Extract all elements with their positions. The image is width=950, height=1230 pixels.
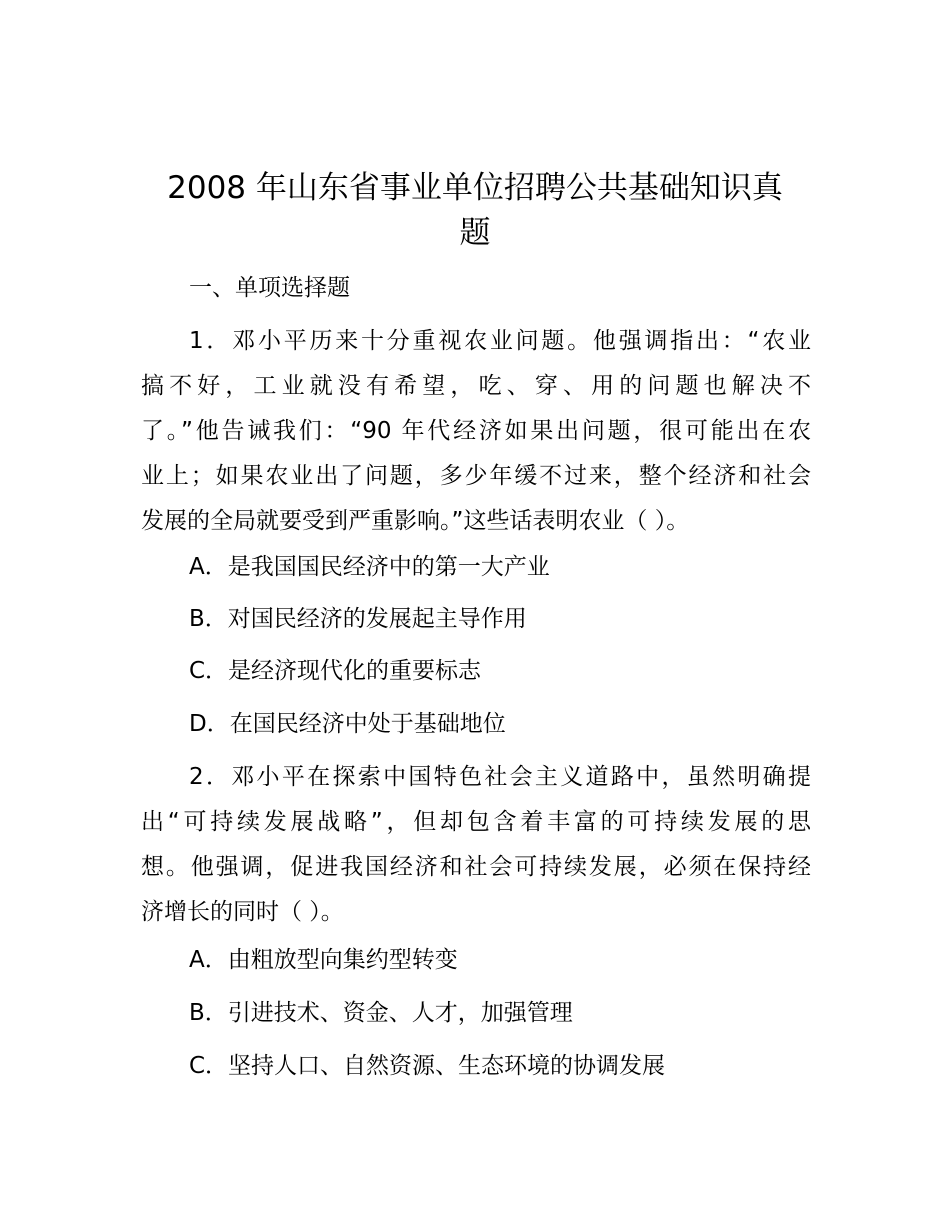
question-text-line: 了。”他告诫我们：“90 年代经济如果出问题，很可能出在农	[141, 418, 811, 444]
option-d: D．在国民经济中处于基础地位	[189, 711, 506, 737]
question-text-line: 2．邓小平在探索中国特色社会主义道路中，虽然明确提	[189, 764, 811, 790]
question-text-line: 济增长的同时（ ）。	[141, 899, 344, 925]
question-text-line: 发展的全局就要受到严重影响。”这些话表明农业（ ）。	[141, 508, 690, 534]
option-a: A．由粗放型向集约型转变	[189, 947, 458, 973]
question-text-line: 搞不好，工业就没有希望，吃、穿、用的问题也解决不	[141, 373, 811, 399]
question-text-line: 出“可持续发展战略”，但却包含着丰富的可持续发展的思	[141, 809, 811, 835]
question-text-line: 想。他强调，促进我国经济和社会可持续发展，必须在保持经	[141, 854, 811, 880]
option-c: C．是经济现代化的重要标志	[189, 658, 482, 684]
question-text-line: 1．邓小平历来十分重视农业问题。他强调指出：“农业	[189, 328, 811, 354]
title-line: 题	[459, 215, 491, 251]
option-a: A．是我国国民经济中的第一大产业	[189, 554, 550, 580]
option-c: C．坚持人口、自然资源、生态环境的协调发展	[189, 1053, 666, 1079]
title-line: 2008 年山东省事业单位招聘公共基础知识真	[167, 170, 783, 206]
option-b: B．引进技术、资金、人才，加强管理	[189, 1000, 573, 1026]
question-text-line: 业上；如果农业出了问题，多少年缓不过来，整个经济和社会	[141, 463, 811, 489]
option-b: B．对国民经济的发展起主导作用	[189, 606, 527, 632]
section-heading: 一、单项选择题	[189, 275, 350, 301]
